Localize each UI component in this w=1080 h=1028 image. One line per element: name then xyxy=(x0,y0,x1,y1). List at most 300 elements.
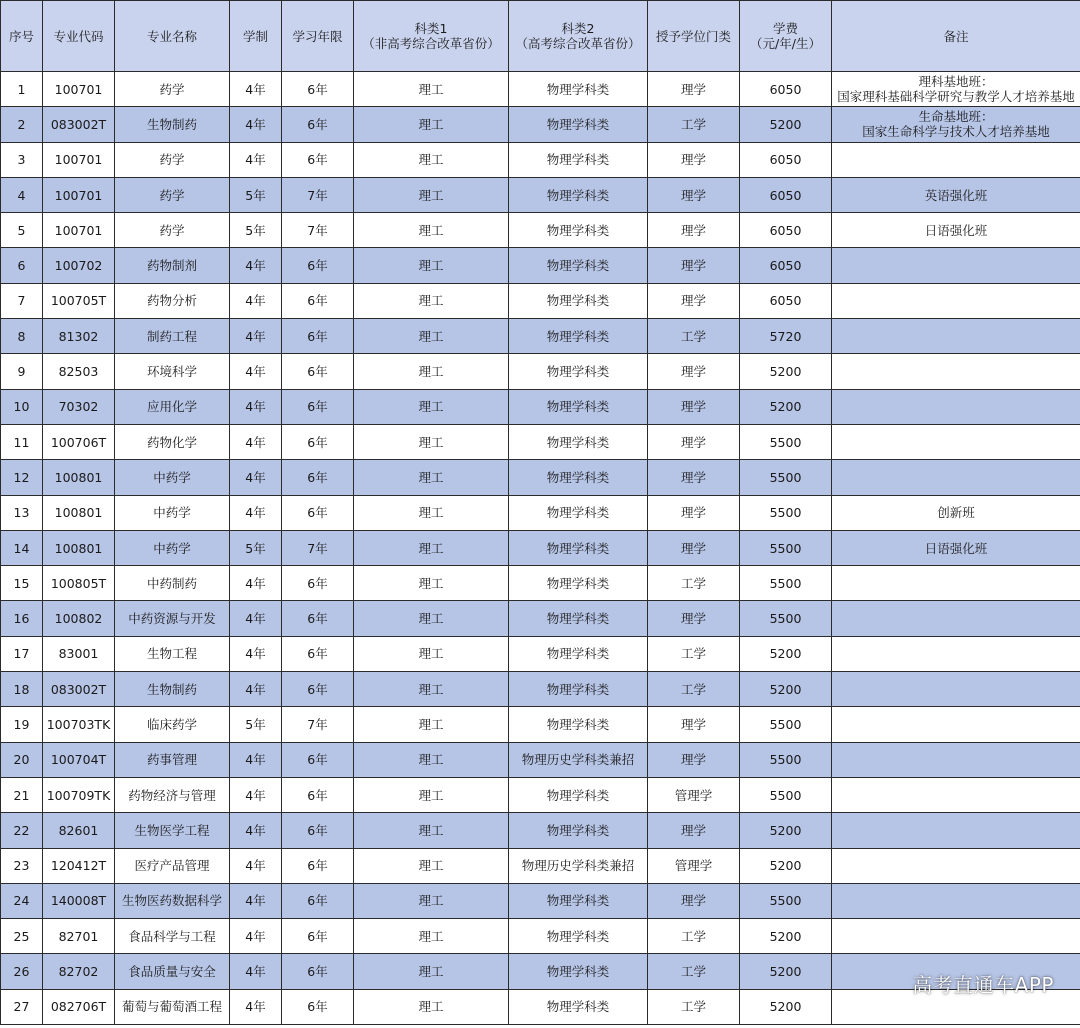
cell-category2: 物理学科类 xyxy=(509,424,648,459)
table-row xyxy=(1,354,1080,389)
header-code xyxy=(43,1,115,72)
watermark-text: 高考直通车APP xyxy=(912,973,1054,997)
cell-duration: 4年 xyxy=(230,919,282,954)
cell-degree: 工学 xyxy=(648,319,740,354)
table-row xyxy=(1,177,1080,212)
cell-remark xyxy=(832,777,1080,812)
cell-code: 083002T xyxy=(43,107,115,142)
cell-code: 100709TK xyxy=(43,777,115,812)
cell-tuition: 5500 xyxy=(740,601,832,636)
cell-seq: 17 xyxy=(1,636,43,671)
cell-code: 140008T xyxy=(43,883,115,918)
cell-duration: 4年 xyxy=(230,460,282,495)
table-row xyxy=(1,636,1080,671)
cell-study-years: 6年 xyxy=(282,107,354,142)
cell-category2: 物理学科类 xyxy=(509,636,648,671)
header-tuition xyxy=(740,1,832,72)
cell-category2: 物理学科类 xyxy=(509,460,648,495)
cell-code: 100802 xyxy=(43,601,115,636)
table-body xyxy=(1,72,1080,1025)
cell-study-years: 6年 xyxy=(282,283,354,318)
cell-tuition: 5500 xyxy=(740,566,832,601)
table-row xyxy=(1,460,1080,495)
cell-study-years: 6年 xyxy=(282,919,354,954)
cell-category2: 物理学科类 xyxy=(509,954,648,989)
cell-study-years: 6年 xyxy=(282,389,354,424)
cell-remark xyxy=(832,566,1080,601)
table-row xyxy=(1,672,1080,707)
cell-degree: 管理学 xyxy=(648,777,740,812)
cell-degree: 工学 xyxy=(648,989,740,1024)
cell-code: 82601 xyxy=(43,813,115,848)
cell-study-years: 7年 xyxy=(282,707,354,742)
cell-seq: 7 xyxy=(1,283,43,318)
cell-degree: 工学 xyxy=(648,919,740,954)
cell-degree: 管理学 xyxy=(648,848,740,883)
cell-name: 环境科学 xyxy=(115,354,230,389)
cell-degree: 理学 xyxy=(648,601,740,636)
cell-degree: 理学 xyxy=(648,283,740,318)
cell-tuition: 5200 xyxy=(740,389,832,424)
cell-tuition: 5200 xyxy=(740,954,832,989)
cell-degree: 理学 xyxy=(648,354,740,389)
table-row xyxy=(1,742,1080,777)
header-category2-line: （高考综合改革省份） xyxy=(515,36,641,51)
cell-remark xyxy=(832,389,1080,424)
cell-category2: 物理学科类 xyxy=(509,530,648,565)
cell-study-years: 6年 xyxy=(282,954,354,989)
cell-code: 100706T xyxy=(43,424,115,459)
table-row xyxy=(1,530,1080,565)
cell-remark xyxy=(832,707,1080,742)
cell-category2: 物理历史学科类兼招 xyxy=(509,742,648,777)
remark-line: 日语强化班 xyxy=(924,540,988,556)
cell-tuition: 5200 xyxy=(740,107,832,142)
cell-category2: 物理学科类 xyxy=(509,495,648,530)
table-row xyxy=(1,813,1080,848)
cell-tuition: 5500 xyxy=(740,530,832,565)
cell-tuition: 5200 xyxy=(740,919,832,954)
cell-code: 100701 xyxy=(43,177,115,212)
cell-category1: 理工 xyxy=(354,107,509,142)
cell-category1: 理工 xyxy=(354,919,509,954)
cell-category1: 理工 xyxy=(354,813,509,848)
cell-seq: 16 xyxy=(1,601,43,636)
cell-tuition: 5200 xyxy=(740,354,832,389)
cell-study-years: 7年 xyxy=(282,177,354,212)
cell-degree: 理学 xyxy=(648,813,740,848)
cell-duration: 4年 xyxy=(230,672,282,707)
header-seq-line: 序号 xyxy=(8,28,34,44)
cell-study-years: 6年 xyxy=(282,672,354,707)
cell-code: 83001 xyxy=(43,636,115,671)
cell-duration: 4年 xyxy=(230,283,282,318)
cell-tuition: 5500 xyxy=(740,742,832,777)
header-category2-line: 科类2 xyxy=(561,21,595,36)
cell-name: 药物经济与管理 xyxy=(115,777,230,812)
cell-category2: 物理学科类 xyxy=(509,601,648,636)
cell-tuition: 5500 xyxy=(740,777,832,812)
cell-duration: 4年 xyxy=(230,354,282,389)
cell-duration: 4年 xyxy=(230,566,282,601)
cell-category1: 理工 xyxy=(354,530,509,565)
cell-code: 100801 xyxy=(43,460,115,495)
cell-remark xyxy=(832,424,1080,459)
header-seq xyxy=(1,1,43,72)
cell-degree: 理学 xyxy=(648,707,740,742)
table-header-row xyxy=(1,1,1080,72)
cell-seq: 19 xyxy=(1,707,43,742)
cell-seq: 5 xyxy=(1,213,43,248)
cell-category1: 理工 xyxy=(354,566,509,601)
cell-code: 82702 xyxy=(43,954,115,989)
table-row xyxy=(1,142,1080,177)
cell-duration: 4年 xyxy=(230,883,282,918)
cell-name: 中药学 xyxy=(115,530,230,565)
cell-category1: 理工 xyxy=(354,177,509,212)
table-row xyxy=(1,777,1080,812)
cell-degree: 理学 xyxy=(648,883,740,918)
cell-name: 药事管理 xyxy=(115,742,230,777)
remark-line: 日语强化班 xyxy=(924,222,988,238)
cell-duration: 4年 xyxy=(230,742,282,777)
cell-seq: 24 xyxy=(1,883,43,918)
cell-code: 82701 xyxy=(43,919,115,954)
cell-degree: 理学 xyxy=(648,389,740,424)
cell-duration: 4年 xyxy=(230,848,282,883)
cell-category1: 理工 xyxy=(354,601,509,636)
cell-code: 82503 xyxy=(43,354,115,389)
header-category1-line: （非高考综合改革省份） xyxy=(362,36,500,51)
cell-code: 120412T xyxy=(43,848,115,883)
cell-degree: 工学 xyxy=(648,672,740,707)
cell-remark xyxy=(832,813,1080,848)
cell-degree: 工学 xyxy=(648,636,740,671)
cell-name: 生物医学工程 xyxy=(115,813,230,848)
cell-code: 100801 xyxy=(43,530,115,565)
cell-name: 中药制药 xyxy=(115,566,230,601)
cell-seq: 6 xyxy=(1,248,43,283)
cell-degree: 工学 xyxy=(648,566,740,601)
cell-category1: 理工 xyxy=(354,742,509,777)
cell-remark xyxy=(832,72,1080,107)
cell-degree: 理学 xyxy=(648,213,740,248)
cell-seq: 25 xyxy=(1,919,43,954)
table-row xyxy=(1,389,1080,424)
cell-seq: 20 xyxy=(1,742,43,777)
table-row xyxy=(1,248,1080,283)
cell-category2: 物理学科类 xyxy=(509,813,648,848)
cell-category1: 理工 xyxy=(354,883,509,918)
cell-degree: 理学 xyxy=(648,248,740,283)
cell-remark xyxy=(832,848,1080,883)
cell-study-years: 6年 xyxy=(282,883,354,918)
cell-code: 082706T xyxy=(43,989,115,1024)
cell-tuition: 6050 xyxy=(740,72,832,107)
cell-study-years: 6年 xyxy=(282,460,354,495)
header-name-line: 专业名称 xyxy=(146,28,197,44)
cell-duration: 4年 xyxy=(230,989,282,1024)
cell-name: 制药工程 xyxy=(115,319,230,354)
cell-tuition: 6050 xyxy=(740,248,832,283)
remark-line: 创新班 xyxy=(937,505,975,521)
cell-name: 中药学 xyxy=(115,460,230,495)
header-study-years xyxy=(282,1,354,72)
cell-duration: 4年 xyxy=(230,954,282,989)
cell-category1: 理工 xyxy=(354,248,509,283)
cell-remark xyxy=(832,919,1080,954)
cell-seq: 14 xyxy=(1,530,43,565)
cell-seq: 13 xyxy=(1,495,43,530)
table-row xyxy=(1,72,1080,107)
table-row xyxy=(1,319,1080,354)
cell-remark xyxy=(832,495,1080,530)
cell-remark xyxy=(832,248,1080,283)
cell-name: 药学 xyxy=(115,177,230,212)
cell-seq: 8 xyxy=(1,319,43,354)
cell-name: 医疗产品管理 xyxy=(115,848,230,883)
cell-duration: 4年 xyxy=(230,389,282,424)
cell-name: 食品质量与安全 xyxy=(115,954,230,989)
cell-study-years: 6年 xyxy=(282,601,354,636)
cell-category2: 物理学科类 xyxy=(509,989,648,1024)
cell-tuition: 5500 xyxy=(740,424,832,459)
table-row xyxy=(1,107,1080,142)
remark-line: 理科基地班： xyxy=(918,74,994,90)
cell-study-years: 6年 xyxy=(282,248,354,283)
cell-category2: 物理学科类 xyxy=(509,566,648,601)
cell-duration: 4年 xyxy=(230,813,282,848)
cell-seq: 22 xyxy=(1,813,43,848)
cell-remark xyxy=(832,354,1080,389)
cell-code: 100703TK xyxy=(43,707,115,742)
cell-category1: 理工 xyxy=(354,989,509,1024)
cell-category1: 理工 xyxy=(354,954,509,989)
cell-category2: 物理学科类 xyxy=(509,107,648,142)
cell-category1: 理工 xyxy=(354,319,509,354)
header-category1-line: 科类1 xyxy=(414,21,448,36)
header-category2 xyxy=(509,1,648,72)
cell-name: 药学 xyxy=(115,213,230,248)
cell-study-years: 6年 xyxy=(282,636,354,671)
cell-remark xyxy=(832,283,1080,318)
cell-code: 100701 xyxy=(43,142,115,177)
header-degree xyxy=(648,1,740,72)
cell-name: 生物制药 xyxy=(115,672,230,707)
cell-seq: 4 xyxy=(1,177,43,212)
cell-name: 中药学 xyxy=(115,495,230,530)
cell-remark xyxy=(832,460,1080,495)
cell-category2: 物理学科类 xyxy=(509,672,648,707)
cell-duration: 4年 xyxy=(230,319,282,354)
cell-tuition: 5200 xyxy=(740,636,832,671)
cell-code: 100801 xyxy=(43,495,115,530)
cell-remark xyxy=(832,601,1080,636)
cell-study-years: 7年 xyxy=(282,213,354,248)
header-duration xyxy=(230,1,282,72)
cell-seq: 3 xyxy=(1,142,43,177)
cell-name: 临床药学 xyxy=(115,707,230,742)
cell-remark xyxy=(832,319,1080,354)
cell-category1: 理工 xyxy=(354,707,509,742)
remark-line: 国家理科基础科学研究与教学人才培养基地 xyxy=(837,89,1075,105)
cell-code: 100705T xyxy=(43,283,115,318)
table-row xyxy=(1,601,1080,636)
cell-study-years: 6年 xyxy=(282,72,354,107)
cell-category2: 物理学科类 xyxy=(509,248,648,283)
cell-duration: 4年 xyxy=(230,107,282,142)
header-name xyxy=(115,1,230,72)
cell-code: 100702 xyxy=(43,248,115,283)
cell-study-years: 6年 xyxy=(282,566,354,601)
cell-code: 100704T xyxy=(43,742,115,777)
cell-tuition: 6050 xyxy=(740,283,832,318)
cell-category2: 物理学科类 xyxy=(509,354,648,389)
header-tuition-line: （元/年/生） xyxy=(750,36,821,51)
cell-seq: 27 xyxy=(1,989,43,1024)
cell-seq: 18 xyxy=(1,672,43,707)
cell-name: 生物制药 xyxy=(115,107,230,142)
cell-tuition: 6050 xyxy=(740,213,832,248)
cell-category2: 物理学科类 xyxy=(509,777,648,812)
cell-name: 生物工程 xyxy=(115,636,230,671)
cell-category2: 物理学科类 xyxy=(509,707,648,742)
cell-study-years: 6年 xyxy=(282,848,354,883)
cell-seq: 15 xyxy=(1,566,43,601)
table-row xyxy=(1,707,1080,742)
cell-category2: 物理学科类 xyxy=(509,919,648,954)
cell-study-years: 6年 xyxy=(282,777,354,812)
cell-name: 药物分析 xyxy=(115,283,230,318)
cell-degree: 理学 xyxy=(648,530,740,565)
table-row xyxy=(1,495,1080,530)
cell-name: 生物医药数据科学 xyxy=(115,883,230,918)
cell-seq: 21 xyxy=(1,777,43,812)
cell-remark xyxy=(832,883,1080,918)
cell-study-years: 6年 xyxy=(282,142,354,177)
remark-line: 英语强化班 xyxy=(924,187,988,203)
remark-line: 生命基地班： xyxy=(918,109,994,125)
cell-degree: 工学 xyxy=(648,954,740,989)
cell-study-years: 6年 xyxy=(282,742,354,777)
cell-duration: 5年 xyxy=(230,213,282,248)
cell-degree: 理学 xyxy=(648,72,740,107)
cell-category1: 理工 xyxy=(354,213,509,248)
header-degree-line: 授予学位门类 xyxy=(655,28,731,44)
cell-duration: 4年 xyxy=(230,777,282,812)
cell-remark xyxy=(832,636,1080,671)
cell-seq: 11 xyxy=(1,424,43,459)
cell-degree: 工学 xyxy=(648,107,740,142)
cell-code: 100701 xyxy=(43,72,115,107)
cell-tuition: 5200 xyxy=(740,989,832,1024)
remark-line: 国家生命科学与技术人才培养基地 xyxy=(862,124,1050,140)
cell-tuition: 5500 xyxy=(740,495,832,530)
cell-name: 药物制剂 xyxy=(115,248,230,283)
cell-category2: 物理学科类 xyxy=(509,213,648,248)
header-duration-line: 学制 xyxy=(242,28,268,44)
cell-duration: 4年 xyxy=(230,601,282,636)
cell-duration: 4年 xyxy=(230,72,282,107)
cell-study-years: 6年 xyxy=(282,495,354,530)
cell-tuition: 5500 xyxy=(740,707,832,742)
cell-code: 083002T xyxy=(43,672,115,707)
cell-name: 葡萄与葡萄酒工程 xyxy=(115,989,230,1024)
table-row xyxy=(1,213,1080,248)
cell-category2: 物理学科类 xyxy=(509,72,648,107)
cell-category2: 物理学科类 xyxy=(509,389,648,424)
table-row xyxy=(1,283,1080,318)
cell-study-years: 6年 xyxy=(282,354,354,389)
cell-category1: 理工 xyxy=(354,672,509,707)
cell-code: 70302 xyxy=(43,389,115,424)
cell-seq: 2 xyxy=(1,107,43,142)
cell-tuition: 5500 xyxy=(740,460,832,495)
cell-duration: 4年 xyxy=(230,636,282,671)
cell-name: 药学 xyxy=(115,142,230,177)
table-row xyxy=(1,919,1080,954)
cell-study-years: 6年 xyxy=(282,813,354,848)
cell-remark xyxy=(832,530,1080,565)
cell-category2: 物理学科类 xyxy=(509,177,648,212)
cell-seq: 1 xyxy=(1,72,43,107)
cell-degree: 理学 xyxy=(648,742,740,777)
table-row xyxy=(1,848,1080,883)
cell-remark xyxy=(832,742,1080,777)
cell-degree: 理学 xyxy=(648,177,740,212)
cell-study-years: 6年 xyxy=(282,319,354,354)
cell-degree: 理学 xyxy=(648,424,740,459)
cell-duration: 4年 xyxy=(230,495,282,530)
cell-duration: 4年 xyxy=(230,424,282,459)
header-code-line: 专业代码 xyxy=(53,28,104,44)
cell-tuition: 5720 xyxy=(740,319,832,354)
cell-category1: 理工 xyxy=(354,142,509,177)
cell-code: 81302 xyxy=(43,319,115,354)
cell-tuition: 6050 xyxy=(740,177,832,212)
cell-remark xyxy=(832,177,1080,212)
cell-duration: 4年 xyxy=(230,248,282,283)
cell-category1: 理工 xyxy=(354,424,509,459)
cell-study-years: 7年 xyxy=(282,530,354,565)
table-row xyxy=(1,424,1080,459)
cell-degree: 理学 xyxy=(648,142,740,177)
cell-seq: 12 xyxy=(1,460,43,495)
cell-name: 应用化学 xyxy=(115,389,230,424)
table-row xyxy=(1,566,1080,601)
cell-remark xyxy=(832,672,1080,707)
cell-category2: 物理学科类 xyxy=(509,283,648,318)
cell-study-years: 6年 xyxy=(282,424,354,459)
cell-code: 100805T xyxy=(43,566,115,601)
header-remark xyxy=(832,1,1080,72)
cell-seq: 23 xyxy=(1,848,43,883)
cell-seq: 10 xyxy=(1,389,43,424)
cell-tuition: 5200 xyxy=(740,672,832,707)
cell-category2: 物理学科类 xyxy=(509,142,648,177)
cell-seq: 9 xyxy=(1,354,43,389)
header-category1 xyxy=(354,1,509,72)
cell-name: 中药资源与开发 xyxy=(115,601,230,636)
cell-duration: 4年 xyxy=(230,142,282,177)
cell-category1: 理工 xyxy=(354,636,509,671)
cell-category1: 理工 xyxy=(354,354,509,389)
cell-category2: 物理历史学科类兼招 xyxy=(509,848,648,883)
header-study-years-line: 学习年限 xyxy=(292,28,343,44)
table-row xyxy=(1,883,1080,918)
cell-remark xyxy=(832,213,1080,248)
cell-tuition: 5500 xyxy=(740,883,832,918)
